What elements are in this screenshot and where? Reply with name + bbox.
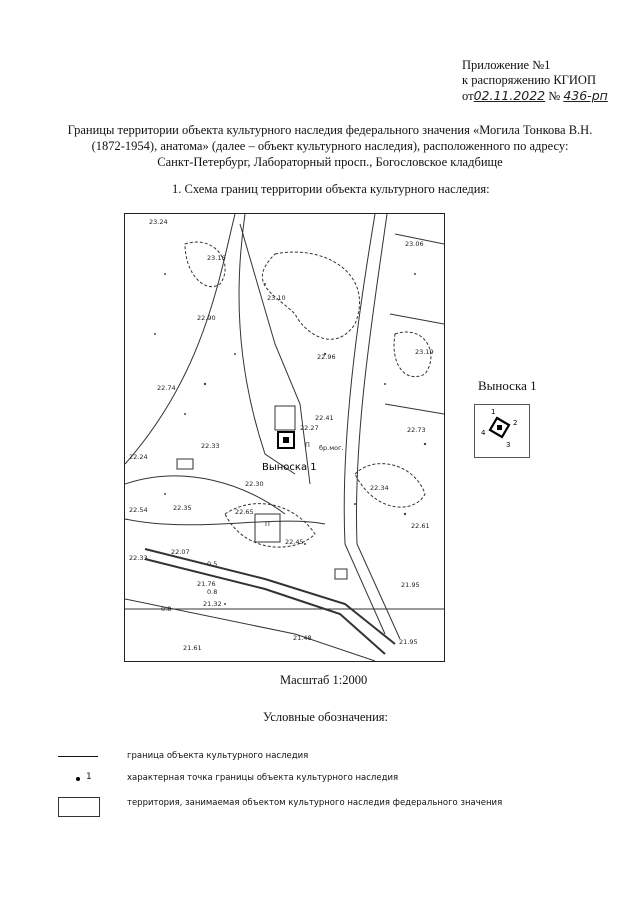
map-label: 22.33	[129, 554, 148, 562]
legend-point-symbol	[76, 777, 80, 781]
appendix-date: 02.11.2022	[473, 88, 546, 103]
legend-item-boundary: граница объекта культурного наследия	[127, 751, 309, 761]
map-scale: Масштаб 1:2000	[280, 673, 368, 687]
map-label: 22.24	[129, 453, 148, 461]
map-label: 22.54	[129, 506, 148, 514]
map-road-right-a	[344, 214, 385, 634]
legend-line-symbol	[58, 756, 98, 757]
appendix-from: от	[462, 89, 474, 103]
callout-point-1: 1	[491, 408, 496, 416]
document-title	[40, 122, 620, 170]
map-path-lower-2	[125, 519, 325, 525]
map-label: 22.41	[315, 414, 334, 422]
map-label: П	[265, 520, 270, 528]
map-label: 22.61	[411, 522, 430, 530]
legend-point-marker: 1	[86, 772, 92, 782]
map-label: 21.95	[401, 581, 420, 589]
map-label: 21.61	[183, 644, 202, 652]
legend-item-point: характерная точка границы объекта культурного наследия	[127, 773, 399, 783]
map-label: 0.8	[207, 588, 218, 596]
map-label: 22.45	[285, 538, 304, 546]
map-label: 22.27	[300, 424, 319, 432]
map-label: 23.19	[415, 348, 434, 356]
callout-inset	[474, 404, 530, 458]
map-label: 22.96	[317, 353, 336, 361]
map-road-right-b	[356, 214, 400, 639]
map-label: 23.24	[149, 218, 168, 226]
title-line-3: Санкт-Петербург, Лабораторный просп., Богословское кладбище	[157, 155, 503, 169]
appendix-line-1: Приложение №1	[462, 58, 551, 72]
map-label: 22.30	[245, 480, 264, 488]
appendix-line-3	[462, 88, 608, 104]
map-label: 21.76	[197, 580, 216, 588]
map-label: 22.90	[197, 314, 216, 322]
callout-point-3: 3	[506, 441, 511, 449]
map-label: 23.10	[267, 294, 286, 302]
map-label: 22.35	[173, 504, 192, 512]
map-label: 0.8	[161, 605, 172, 613]
appendix-number: 436-рп	[563, 88, 608, 103]
map-label: 22.33	[201, 442, 220, 450]
callout-point-2: 2	[513, 419, 518, 427]
map-label: 22.74	[157, 384, 176, 392]
legend-item-area: территория, занимаемая объектом культурного наследия федерального значения	[127, 798, 503, 808]
map-label: 23.06	[405, 240, 424, 248]
map-label: 22.34	[370, 484, 389, 492]
title-line-1: Границы территории объекта культурного наследия федерального значения «Могила Тонкова В.Н.	[67, 123, 593, 137]
legend-title: Условные обозначения:	[263, 710, 389, 724]
object-boundary	[278, 432, 294, 448]
map-label: 0.5	[207, 560, 218, 568]
map-path-center	[239, 214, 295, 474]
map-label: 22.73	[407, 426, 426, 434]
map-label: 21.48	[293, 634, 312, 642]
boundary-map	[124, 213, 445, 662]
appendix-header	[462, 58, 608, 104]
map-label: П	[305, 441, 310, 449]
map-label: 21.32	[203, 600, 222, 608]
callout-drawing	[475, 405, 529, 457]
map-drawing	[125, 214, 444, 661]
appendix-no-sign: №	[548, 89, 561, 103]
section-heading: 1. Схема границ территории объекта культурного наследия:	[172, 182, 490, 196]
title-line-2: (1872-1954), анатома» (далее – объект культурного наследия), расположенного по адресу:	[91, 139, 569, 153]
callout-title: Выноска 1	[478, 378, 537, 393]
map-label: бр.мог.	[319, 444, 344, 452]
map-label: 22.07	[171, 548, 190, 556]
map-label: 23.16	[207, 254, 226, 262]
map-label: 22.65	[235, 508, 254, 516]
callout-point-4: 4	[481, 429, 486, 437]
legend-area-symbol	[58, 797, 100, 817]
map-label: 21.95	[399, 638, 418, 646]
appendix-line-2: к распоряжению КГИОП	[462, 73, 596, 87]
map-callout-label: Выноска 1	[262, 462, 317, 473]
map-road-center	[240, 224, 310, 484]
